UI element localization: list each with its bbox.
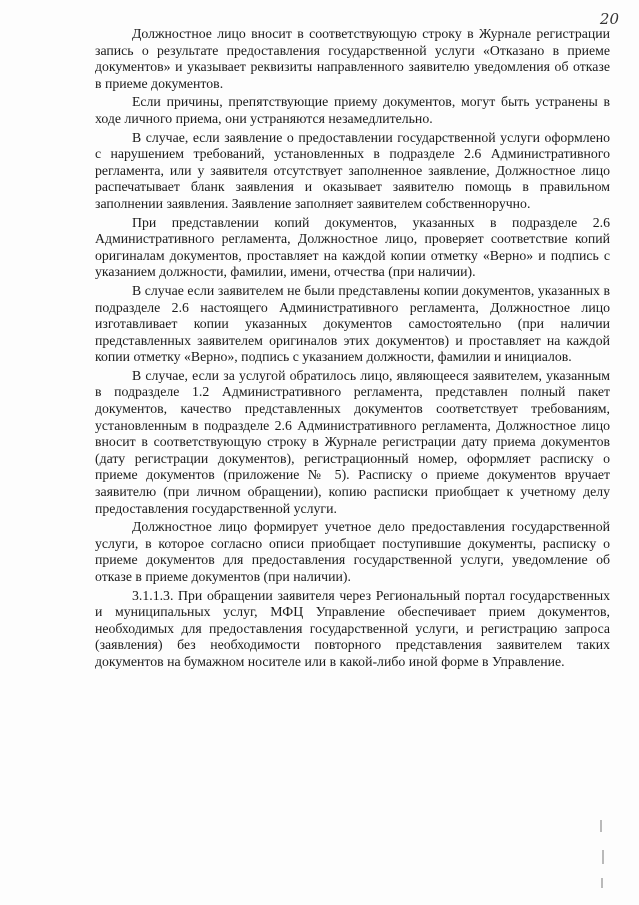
paragraph-reasons-eliminated: Если причины, препятствующие приему документов, могут быть устранены в ходе личного приема, они устраняются незамедлительно. (95, 94, 610, 126)
scan-artifact-mark (600, 820, 602, 832)
paragraph-journal-entry: Должностное лицо вносит в соответствующую строку в Журнале регистрации запись о результате предоставления государственной услуги «Отказано в приеме документов» и указывает реквизиты направленного заявителю уведомления об отказе в приеме документов. (95, 26, 610, 91)
page-number: 20 (599, 10, 619, 28)
paragraph-applicant-registration: В случае, если за услугой обратилось лицо, являющееся заявителем, указанным в подразделе 1.2 Административного регламента, представлен полный пакет документов, качество представленных документов соответствует требованиям, установленным в подразделе 2.6 Административного регламента, Должностное лицо вносит в соответствующую строку в Журнале регистрации дату приема документов (дату регистрации документов), регистрационный номер, оформляет расписку о приеме документов (приложение № 5). Расписку о приеме документов вручает заявителю (при личном обращении), копию расписки приобщает к учетному делу предоставления государственной услуги. (95, 367, 610, 516)
paragraph-application-violations: В случае, если заявление о предоставлении государственной услуги оформлено с нарушением требований, установленных в подразделе 2.6 Административного регламента, или у заявителя отсутствует заполненное заявление, Должностное лицо распечатывает бланк заявления и оказывает заявителю помощь в правильном заполнении заявления. Заявление заполняет заявителем собственноручно. (95, 129, 610, 211)
paragraph-case-file: Должностное лицо формирует учетное дело предоставления государственной услуги, в которое согласно описи приобщает поступившие документы, расписку о приеме документов для предоставления государственной услуги, уведомление об отказе в приеме документов (при наличии). (95, 519, 610, 584)
paragraph-document-copies: При представлении копий документов, указанных в подразделе 2.6 Административного регламента, Должностное лицо, проверяет соответствие копий оригиналам документов, проставляет на каждой копии отметку «Верно» и подпись с указанием должности, фамилии, имени, отчества (при наличии). (95, 214, 610, 280)
document-body (95, 26, 610, 673)
scan-artifact-mark (601, 878, 603, 888)
paragraph-regional-portal: 3.1.1.3. При обращении заявителя через Региональный портал государственных и муниципальных услуг, МФЦ Управление обеспечивает прием документов, необходимых для предоставления государственной услуги, и регистрацию запроса (заявления) без необходимости повторного представления заявителем таких документов на бумажном носителе или в какой-либо иной форме в Управление. (95, 587, 610, 669)
paragraph-copies-not-provided: В случае если заявителем не были представлены копии документов, указанных в подразделе 2.6 настоящего Административного регламента, Должностное лицо изготавливает копии указанных документов самостоятельно (при наличии представленных заявителем оригиналов этих документов) и проставляет на каждой копии отметку «Верно», подпись с указанием должности, фамилии и инициалов. (95, 282, 610, 365)
scan-artifact-mark (602, 850, 604, 864)
